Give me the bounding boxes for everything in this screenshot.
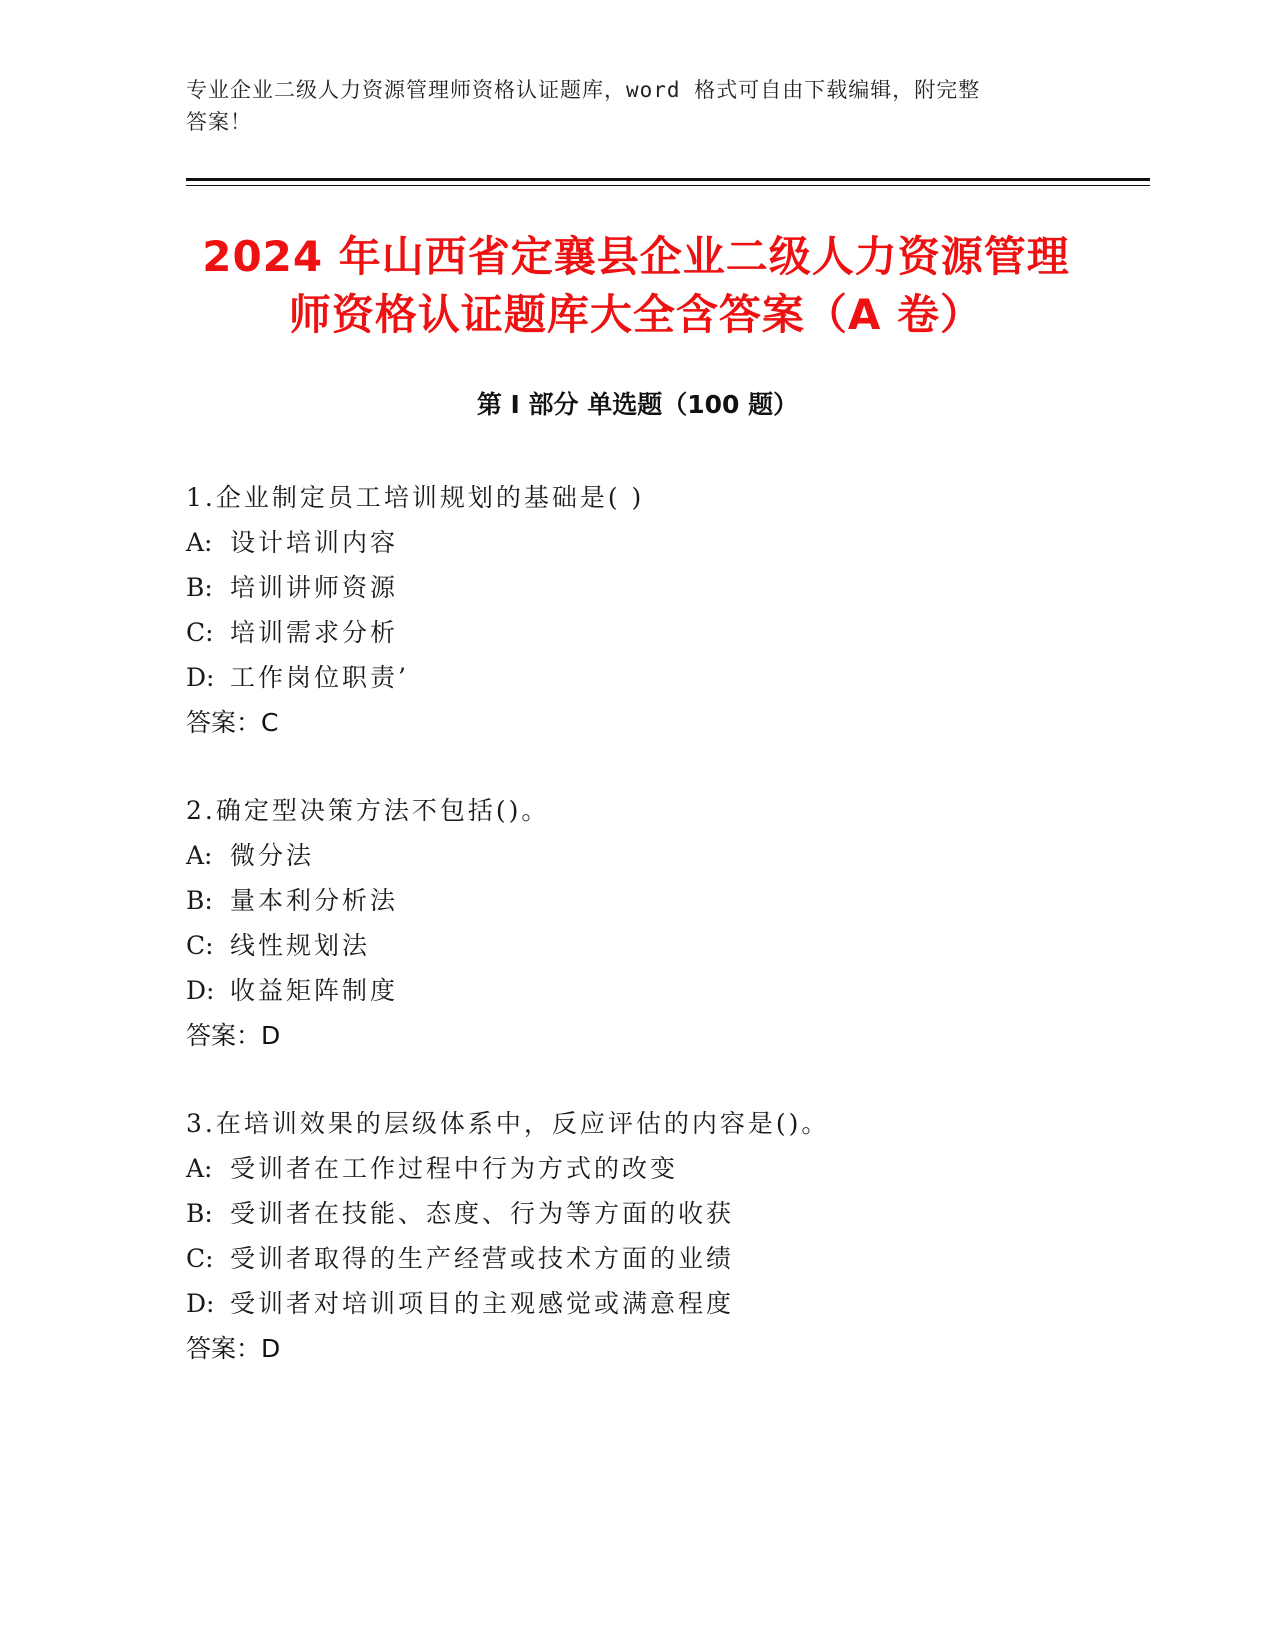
answer-line: 答案：C [186, 708, 279, 737]
header-note-line-1: 专业企业二级人力资源管理师资格认证题库，word 格式可自由下载编辑，附完整 [186, 78, 981, 102]
question-3 [186, 1101, 1146, 1371]
question-stem: 3.在培训效果的层级体系中，反应评估的内容是()。 [186, 1109, 830, 1138]
section-heading: 第 I 部分 单选题（100 题） [476, 390, 799, 419]
question-2 [186, 788, 1146, 1058]
question-list [186, 475, 1146, 1414]
option-key: A: [186, 841, 213, 870]
option-a [186, 520, 1146, 565]
option-key: A: [186, 1154, 213, 1183]
option-text: 量本利分析法 [230, 886, 399, 915]
option-key: C: [186, 618, 214, 647]
option-key: B: [186, 886, 213, 915]
answer-line: 答案：D [186, 1334, 281, 1363]
option-key: D: [186, 663, 215, 692]
option-text: 设计培训内容 [230, 528, 399, 557]
option-text: 培训需求分析 [230, 618, 399, 647]
question-stem: 2.确定型决策方法不包括()。 [186, 796, 550, 825]
header-note-line-2: 答案！ [186, 110, 252, 134]
option-key: D: [186, 1289, 215, 1318]
option-text: 线性规划法 [230, 931, 371, 960]
option-text: 收益矩阵制度 [230, 976, 399, 1005]
option-key: B: [186, 573, 213, 602]
option-b [186, 565, 1146, 610]
option-text: 微分法 [230, 841, 315, 870]
document-header-note [186, 74, 1066, 138]
option-c [186, 610, 1146, 655]
option-text: 培训讲师资源 [230, 573, 399, 602]
option-key: C: [186, 931, 214, 960]
question-1 [186, 475, 1146, 745]
title-line-2: 师资格认证题库大全含答案（A 卷） [288, 290, 984, 339]
option-text: 工作岗位职责’ [230, 663, 409, 692]
option-a [186, 833, 1146, 878]
option-d [186, 1281, 1146, 1326]
header-divider-thin [186, 185, 1150, 186]
header-divider-thick [186, 178, 1150, 181]
answer-line: 答案：D [186, 1021, 281, 1050]
option-text: 受训者取得的生产经营或技术方面的业绩 [230, 1244, 735, 1273]
document-title [186, 228, 1086, 344]
option-text: 受训者在技能、态度、行为等方面的收获 [230, 1199, 735, 1228]
option-d [186, 968, 1146, 1013]
option-b [186, 1191, 1146, 1236]
option-key: B: [186, 1199, 213, 1228]
option-key: D: [186, 976, 215, 1005]
option-a [186, 1146, 1146, 1191]
option-text: 受训者对培训项目的主观感觉或满意程度 [230, 1289, 735, 1318]
option-c [186, 923, 1146, 968]
question-stem: 1.企业制定员工培训规划的基础是( ) [186, 483, 645, 512]
option-key: A: [186, 528, 213, 557]
option-key: C: [186, 1244, 214, 1273]
option-text: 受训者在工作过程中行为方式的改变 [230, 1154, 679, 1183]
option-b [186, 878, 1146, 923]
title-line-1: 2024 年山西省定襄县企业二级人力资源管理 [202, 232, 1070, 281]
option-c [186, 1236, 1146, 1281]
option-d [186, 655, 1146, 700]
